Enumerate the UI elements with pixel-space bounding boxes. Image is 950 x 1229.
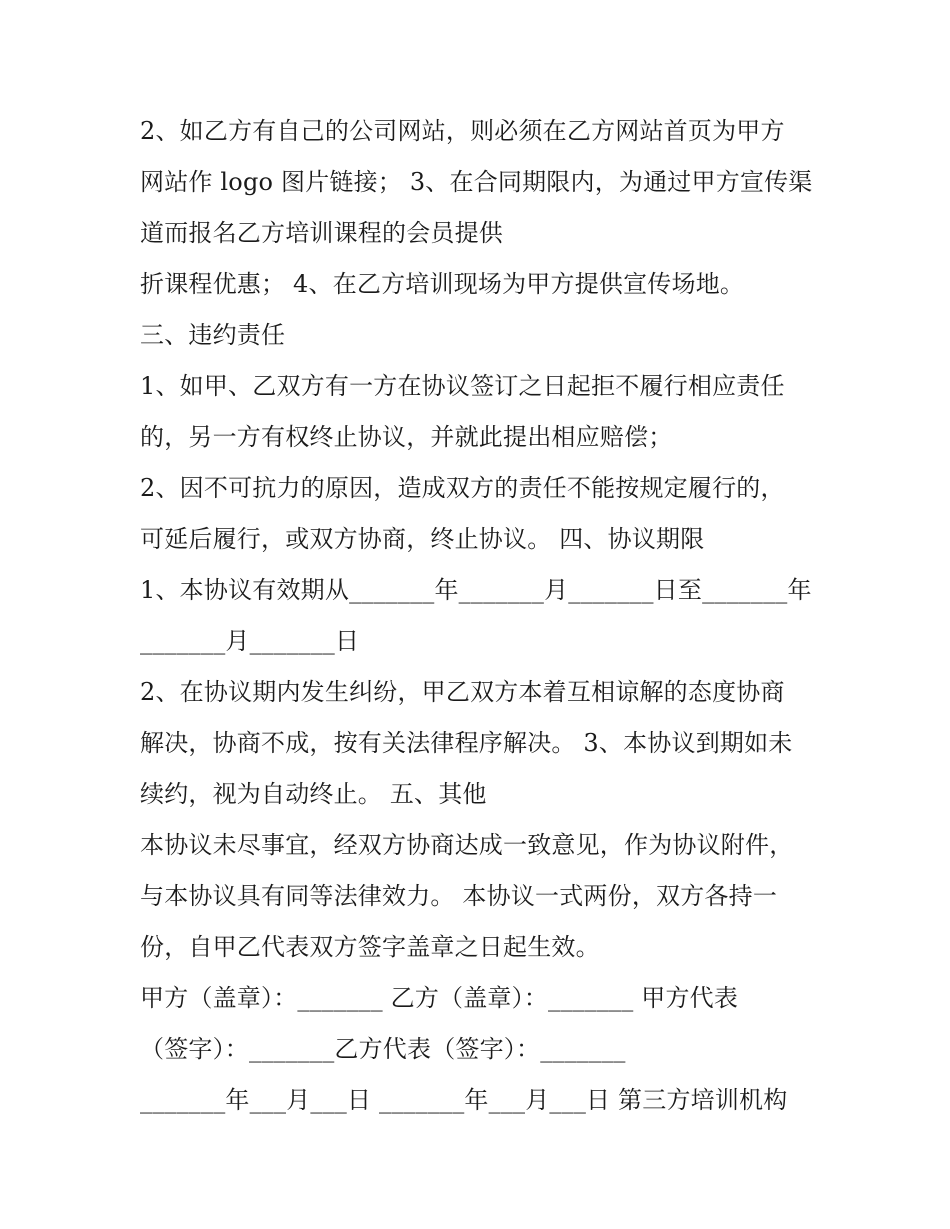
text-line: 2、如乙方有自己的公司网站，则必须在乙方网站首页为甲方	[140, 117, 785, 145]
text-line: 续约，视为自动终止。 五、其他	[140, 780, 487, 808]
text-line: 2、因不可抗力的原因，造成双方的责任不能按规定履行的，	[140, 474, 785, 502]
text-line: 份，自甲乙代表双方签字盖章之日起生效。	[140, 933, 600, 961]
text-line: 1、本协议有效期从_______年_______月_______日至_______年	[140, 576, 812, 604]
text-line: 本协议未尽事宜，经双方协商达成一致意见，作为协议附件，	[140, 831, 794, 859]
signature-line: 甲方（盖章）：_______ 乙方（盖章）：_______ 甲方代表	[140, 984, 739, 1012]
document-body	[140, 106, 820, 1126]
text-line: 折课程优惠； 4、在乙方培训现场为甲方提供宣传场地。	[140, 270, 745, 298]
text-line: 网站作 logo 图片链接； 3、在合同期限内，为通过甲方宣传渠	[140, 168, 813, 196]
signature-line: （签字）：_______乙方代表（签字）：_______	[140, 1035, 626, 1063]
section-heading: 三、违约责任	[140, 321, 286, 349]
text-line: _______月_______日	[140, 627, 360, 655]
text-line: 的，另一方有权终止协议，并就此提出相应赔偿；	[140, 423, 673, 451]
text-line: 可延后履行，或双方协商，终止协议。 四、协议期限	[140, 525, 705, 553]
text-line: 2、在协议期内发生纠纷，甲乙双方本着互相谅解的态度协商	[140, 678, 785, 706]
text-line: 解决，协商不成，按有关法律程序解决。 3、本协议到期如未	[140, 729, 793, 757]
text-line: 与本协议具有同等法律效力。 本协议一式两份，双方各持一	[140, 882, 778, 910]
date-line: _______年___月___日 _______年___月___日 第三方培训机构	[140, 1086, 788, 1114]
text-line: 1、如甲、乙双方有一方在协议签订之日起拒不履行相应责任	[140, 372, 785, 400]
text-line: 道而报名乙方培训课程的会员提供	[140, 219, 503, 247]
